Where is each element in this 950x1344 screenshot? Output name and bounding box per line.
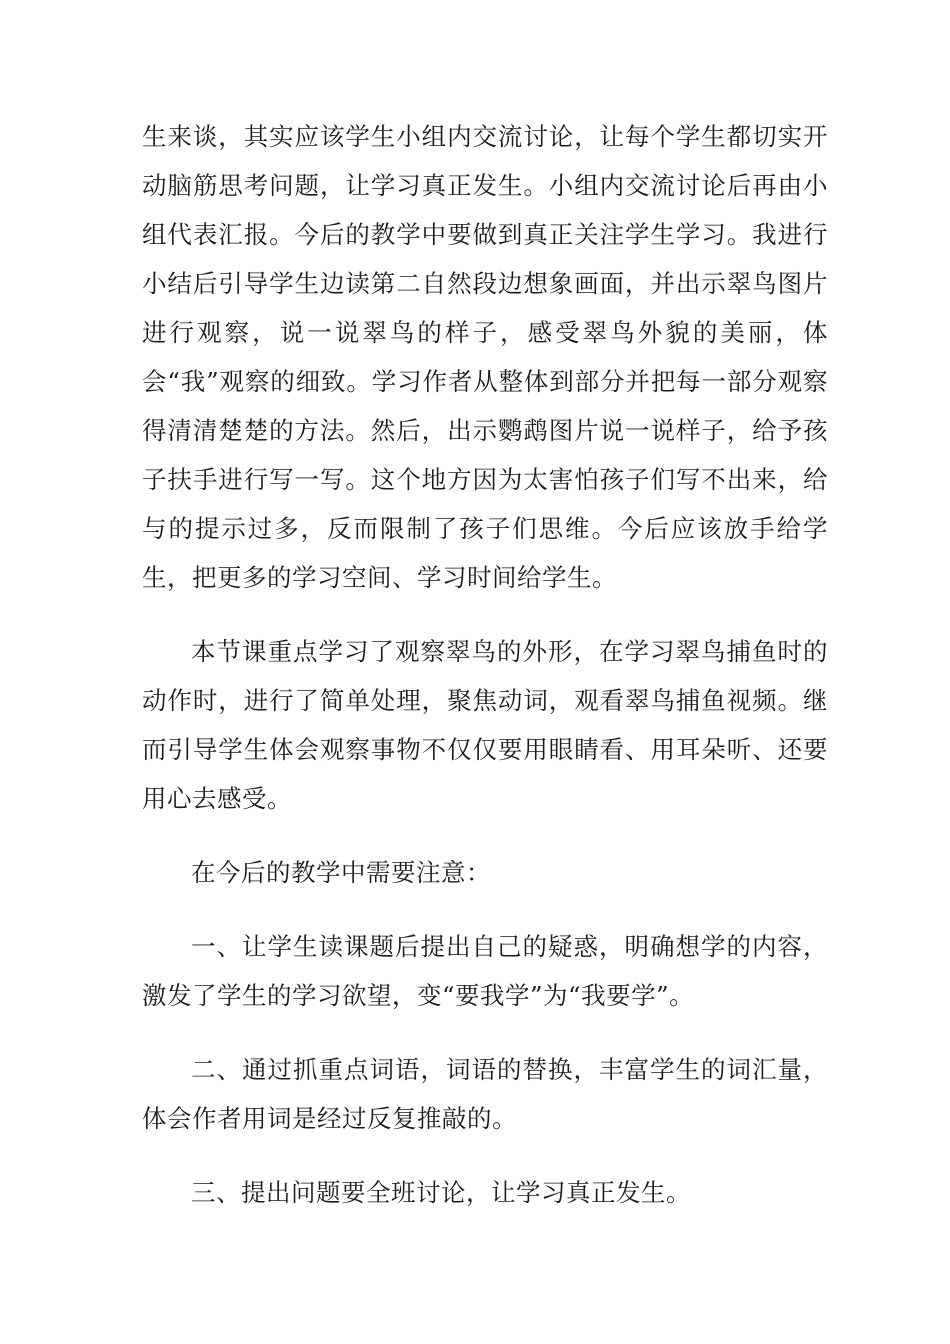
paragraph-note-3: 三、提出问题要全班讨论，让学习真正发生。: [191, 1178, 691, 1207]
paragraph-note-1: 一、让学生读课题后提出自己的疑惑，明确想学的内容，激发了学生的学习欲望，变“要我学”为“我要学”。: [142, 932, 828, 1010]
paragraph-notes-heading: 在今后的教学中需要注意：: [191, 858, 491, 887]
document-body: [142, 112, 828, 1217]
paragraph-note-2: 二、通过抓重点词语，词语的替换，丰富学生的词汇量，体会作者用词是经过反复推敲的。: [142, 1055, 828, 1133]
paragraph-continuation: 生来谈，其实应该学生小组内交流讨论，让每个学生都切实开动脑筋思考问题，让学习真正发生。小组内交流讨论后再由小组代表汇报。今后的教学中要做到真正关注学生学习。我进行小结后引导学生边读第二自然段边想象画面，并出示翠鸟图片进行观察，说一说翠鸟的样子，感受翠鸟外貌的美丽，体会“我”观察的细致。学习作者从整体到部分并把每一部分观察得清清楚楚的方法。然后，出示鹦鹉图片说一说样子，给予孩子扶手进行写一写。这个地方因为太害怕孩子们写不出来，给与的提示过多，反而限制了孩子们思维。今后应该放手给学生，把更多的学习空间、学习时间给学生。: [142, 122, 828, 592]
paragraph-lesson-focus: 本节课重点学习了观察翠鸟的外形，在学习翠鸟捕鱼时的动作时，进行了简单处理，聚焦动词，观看翠鸟捕鱼视频。继而引导学生体会观察事物不仅仅要用眼睛看、用耳朵听、还要用心去感受。: [142, 637, 828, 813]
